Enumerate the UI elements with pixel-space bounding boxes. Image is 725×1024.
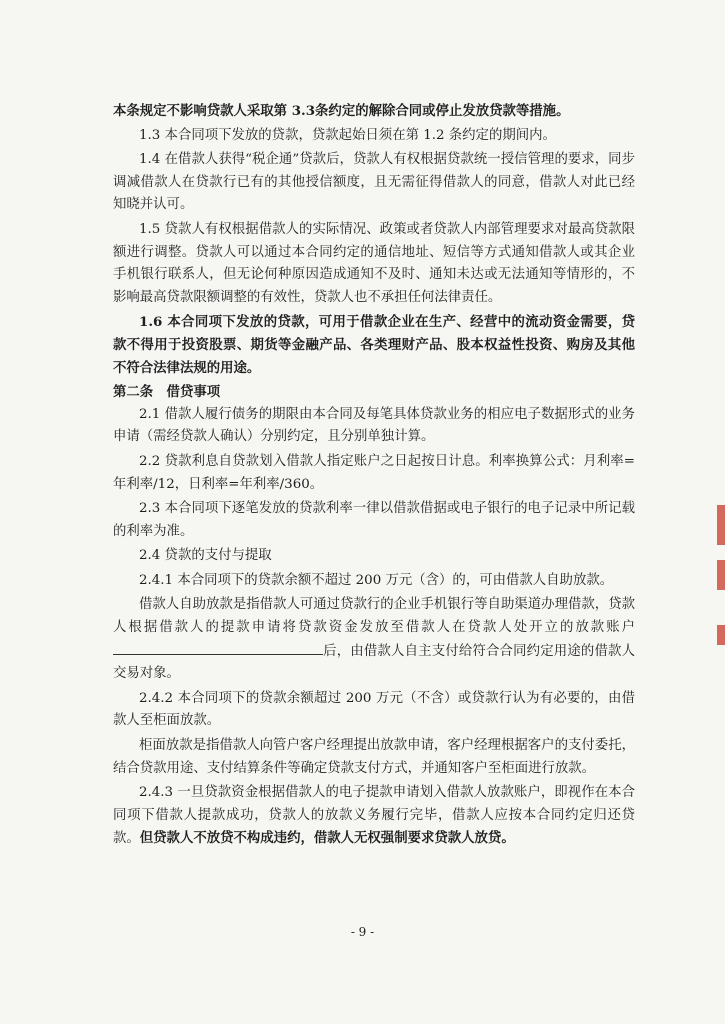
- self-service-disbursement: [113, 594, 635, 685]
- counter-disbursement: 柜面放款是指借款人向管户客户经理提出放款申请，客户经理根据客户的支付委托，结合贷款用途、支付结算条件等确定贷款支付方式，并通知客户至柜面进行放款。: [113, 738, 635, 776]
- clause-2-4-3-text: 2.4.3 一旦贷款资金根据借款人的电子提款申请划入借款人放款账户，即视作在本合同项下借款人提款成功，贷款人的放款义务履行完毕，借款人应按本合同约定归还贷款。: [113, 785, 635, 847]
- account-number-blank[interactable]: [113, 640, 323, 655]
- clause-1-3: 1.3 本合同项下发放的贷款，贷款起始日须在第 1.2 条约定的期间内。: [139, 127, 556, 143]
- clause-2-4-3-bold: 但贷款人不放贷不构成违约，借款人无权强制要求贷款人放贷。: [139, 830, 515, 847]
- seal-edge-mark: [717, 625, 725, 645]
- seal-edge-mark: [717, 560, 725, 590]
- clause-2-4-3: [113, 782, 635, 851]
- clause-2-2: 2.2 贷款利息自贷款划入借款人指定账户之日起按日计息。利率换算公式：月利率=年利率/12，日利率=年利率/360。: [113, 453, 635, 492]
- article-2-heading: 第二条 借贷事项: [113, 384, 221, 401]
- clause-2-3: 2.3 本合同项下逐笔发放的贷款利率一律以借款借据或电子银行的电子记录中所记载的利率为准。: [113, 501, 635, 539]
- clause-1-6: 1.6 本合同项下发放的贷款，可用于借款企业在生产、经营中的流动资金需要，贷款不得用于投资股票、期货等金融产品、各类理财产品、股本权益性投资、购房及其他不符合法律法规的用途。: [113, 314, 635, 376]
- clause-2-4-2: 2.4.2 本合同项下的贷款余额超过 200 万元（不含）或贷款行认为有必要的，由借款人至柜面放款。: [113, 690, 635, 729]
- clause-2-1: 2.1 借款人履行债务的期限由本合同及每笔具体贷款业务的相应电子数据形式的业务申请（需经贷款人确认）分别约定，且分别单独计算。: [113, 406, 635, 445]
- self-service-text: 借款人自助放款是指借款人可通过贷款行的企业手机银行等自助渠道办理借款，贷款人根据借款人的提款申请将贷款资金发放至借款人在贷款人处开立的放款账户: [113, 597, 635, 636]
- clause-1-4: 1.4 在借款人获得“税企通”贷款后，贷款人有权根据贷款统一授信管理的要求，同步调减借款人在贷款行已有的其他授信额度，且无需征得借款人的同意，借款人对此已经知晓并认可。: [113, 152, 635, 213]
- clause-1-5: 1.5 贷款人有权根据借款人的实际情况、政策或者贷款人内部管理要求对最高贷款限额进行调整。贷款人可以通过本合同约定的通信地址、短信等方式通知借款人或其企业手机银行联系人，但无论何种原因造成通知不及时、通知未达或无法通知等情形的，不影响最高贷款限额调整的有效性，贷款人也不承担任何法律责任。: [113, 221, 635, 305]
- clause-2-4: 2.4 贷款的支付与提取: [139, 548, 272, 564]
- page-number: - 9 -: [350, 925, 375, 939]
- document-body: [113, 100, 635, 853]
- clause-note-bold: 本条规定不影响贷款人采取第 3.3条约定的解除合同或停止发放贷款等措施。: [113, 103, 570, 119]
- self-service-text-cont: 后，由借款人自主支付给符合合同约定用途的借款人交易对象。: [113, 643, 635, 682]
- clause-2-4-1: 2.4.1 本合同项下的贷款余额不超过 200 万元（含）的，可由借款人自助放款。: [139, 572, 614, 588]
- seal-edge-mark: [717, 505, 725, 545]
